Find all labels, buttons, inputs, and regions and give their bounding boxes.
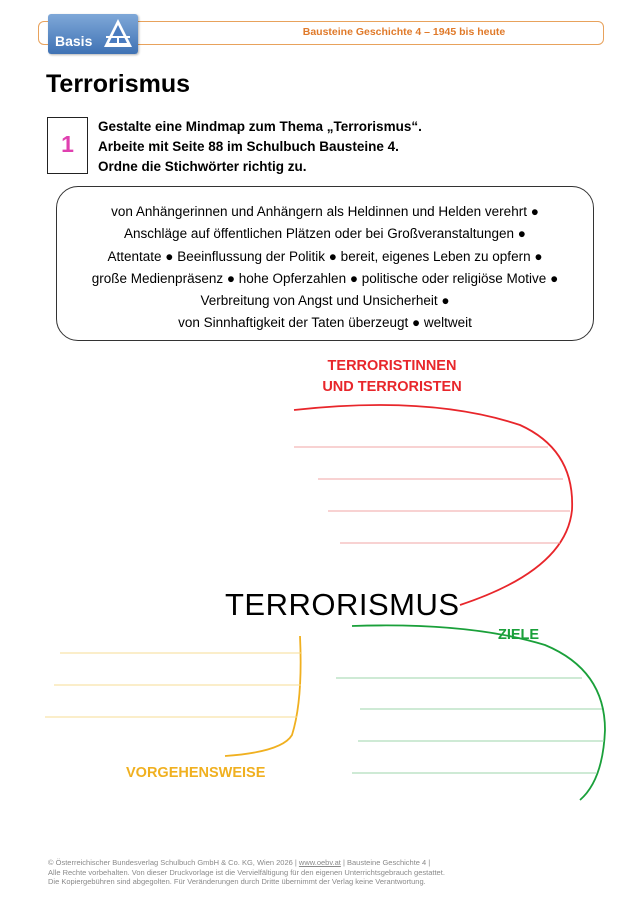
task-line: Gestalte eine Mindmap zum Thema „Terrorismus“. bbox=[98, 119, 422, 134]
publisher-link[interactable]: www.oebv.at bbox=[298, 858, 341, 867]
footer-line-3: Die Kopiergebühren sind abgegolten. Für Veränderungen durch Dritte übernimmt der Verlag keine Verantwortung. bbox=[48, 877, 426, 886]
branch-label-line: UND TERRORISTEN bbox=[322, 379, 462, 395]
orange-branch-curve bbox=[225, 636, 301, 756]
page-title: Terrorismus bbox=[46, 70, 191, 98]
branch-label-vorgehensweise bbox=[126, 763, 265, 784]
keyword-line: große Medienpräsenz ● hohe Opferzahlen ● politische oder religiöse Motive ● bbox=[91, 270, 559, 286]
mindmap-center-word: TERRORISMUS bbox=[225, 587, 460, 622]
task-line: Arbeite mit Seite 88 im Schulbuch Bausteine 4. bbox=[98, 139, 399, 154]
branch-label-line: VORGEHENSWEISE bbox=[126, 765, 266, 781]
keyword-line: Attentate ● Beeinflussung der Politik ● bereit, eigenes Leben zu opfern ● bbox=[107, 248, 543, 264]
keyword-line: von Sinnhaftigkeit der Taten überzeugt ● weltweit bbox=[178, 315, 472, 331]
red-branch-curve bbox=[294, 405, 572, 605]
task-number: 1 bbox=[61, 131, 74, 157]
footer-text: © Österreichischer Bundesverlag Schulbuch GmbH & Co. KG, Wien 2026 | bbox=[48, 858, 299, 867]
keyword-line: Verbreitung von Angst und Unsicherheit ● bbox=[200, 293, 450, 309]
branch-label-ziele bbox=[498, 625, 539, 646]
keyword-line: von Anhängerinnen und Anhängern als Heldinnen und Helden verehrt ● bbox=[111, 204, 539, 219]
footer-line-1 bbox=[48, 858, 445, 868]
footer-text: | Bausteine Geschichte 4 | bbox=[340, 858, 431, 867]
branch-label-line: TERRORISTINNEN bbox=[327, 358, 457, 374]
branch-label-terroristen bbox=[312, 356, 472, 398]
logo-text: Basis bbox=[55, 33, 93, 49]
task-line: Ordne die Stichwörter richtig zu. bbox=[98, 159, 307, 174]
green-branch-curve bbox=[352, 625, 605, 800]
header-title: Bausteine Geschichte 4 – 1945 bis heute bbox=[302, 26, 506, 38]
footer-line-2: Alle Rechte vorbehalten. Von dieser Druckvorlage ist die Vervielfältigung für den eigenen Unterrichtsgebrauch gestattet. bbox=[48, 867, 445, 877]
keyword-line: Anschläge auf öffentlichen Plätzen oder bei Großveranstaltungen ● bbox=[124, 226, 526, 242]
branch-label-line: ZIELE bbox=[498, 627, 540, 643]
footer-copyright bbox=[48, 858, 445, 887]
